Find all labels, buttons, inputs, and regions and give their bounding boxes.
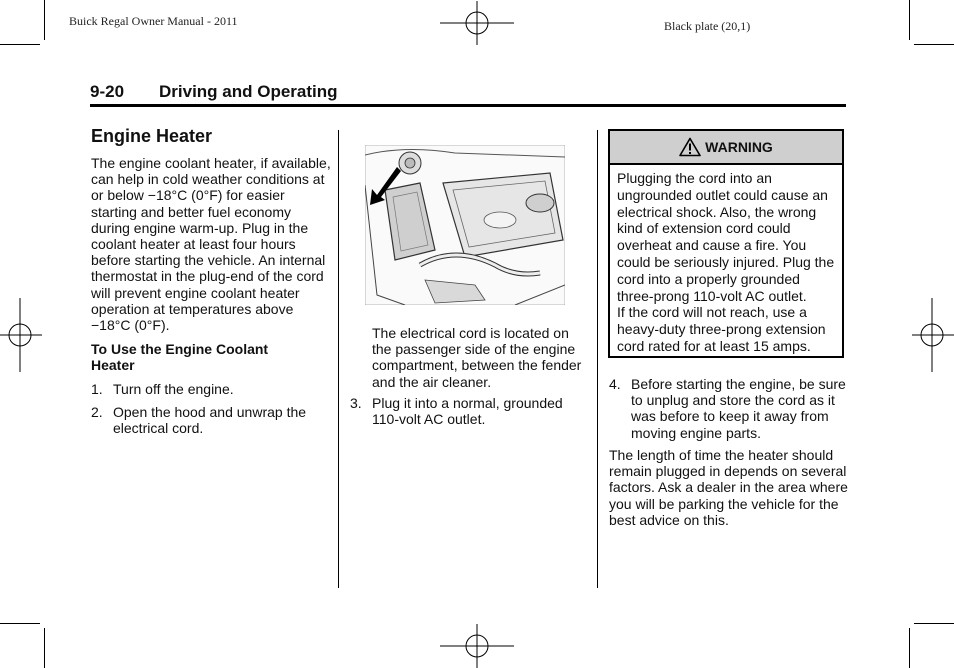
crosshair-registration-icon bbox=[912, 298, 954, 372]
page-title: Engine Heater bbox=[91, 126, 213, 146]
list-item bbox=[350, 395, 586, 427]
crop-mark bbox=[909, 628, 910, 668]
warning-header bbox=[610, 131, 842, 165]
subheading: To Use the Engine Coolant Heater bbox=[91, 341, 269, 373]
crop-mark bbox=[914, 44, 954, 45]
page-number: 9-20 bbox=[90, 82, 125, 101]
list-item bbox=[91, 404, 327, 436]
step-list bbox=[609, 376, 847, 441]
warning-text: Plugging the cord into an ungrounded outlet could cause an electrical shock. Also, the wrong kind of extension cord could overheat and cause a fire. You could be seriously injured. Plug the cord into a properly grounded three-prong 110-volt AC outlet. bbox=[617, 170, 835, 304]
warning-label: WARNING bbox=[705, 139, 773, 155]
engine-compartment-illustration bbox=[365, 145, 565, 305]
list-item bbox=[91, 381, 327, 397]
crosshair-registration-icon bbox=[0, 298, 42, 372]
step-number: 1. bbox=[91, 381, 103, 397]
crop-mark bbox=[44, 0, 45, 40]
plate-info: Black plate (20,1) bbox=[664, 19, 751, 33]
step-text: Before starting the engine, be sure to unplug and store the cord as it was before to keep it away from moving engine parts. bbox=[631, 376, 846, 441]
crop-mark bbox=[44, 628, 45, 668]
warning-body bbox=[610, 165, 842, 355]
crosshair-registration-icon bbox=[440, 1, 514, 45]
crop-mark bbox=[914, 623, 954, 624]
crop-mark bbox=[0, 623, 40, 624]
step-list bbox=[91, 381, 327, 437]
warning-box bbox=[608, 129, 844, 358]
crosshair-registration-icon bbox=[440, 624, 514, 668]
warning-triangle-icon bbox=[679, 137, 701, 157]
step-text: Open the hood and unwrap the electrical cord. bbox=[113, 404, 307, 437]
list-item bbox=[609, 376, 847, 441]
column-divider bbox=[338, 130, 339, 588]
step-number: 2. bbox=[91, 404, 103, 421]
section-header bbox=[90, 80, 846, 107]
crop-mark bbox=[0, 44, 40, 45]
step-text: Turn off the engine. bbox=[113, 381, 234, 397]
column-divider bbox=[597, 130, 598, 588]
section-title: Driving and Operating bbox=[159, 82, 338, 101]
step-number: 3. bbox=[350, 395, 362, 411]
manual-title: Buick Regal Owner Manual - 2011 bbox=[69, 14, 238, 28]
step-number: 4. bbox=[609, 376, 621, 392]
warning-text: If the cord will not reach, use a heavy-duty three-prong extension cord rated for at least 15 amps. bbox=[617, 304, 826, 354]
closing-paragraph: The length of time the heater should remain plugged in depends on several factors. Ask a dealer in the area where you will be parking the vehicle for the best advice on this. bbox=[609, 447, 848, 528]
intro-paragraph: The engine coolant heater, if available, can help in cold weather conditions at or below −18°C (0°F) for easier starting and better fuel economy during engine warm-up. Plug in the coolant heater at least four hours before starting the vehicle. An internal thermostat in the plug-end of the cord will prevent engine coolant heater operation at temperatures above −18°C (0°F). bbox=[91, 155, 331, 334]
step-list bbox=[350, 395, 586, 427]
step-text: Plug it into a normal, grounded 110-volt AC outlet. bbox=[372, 395, 563, 428]
photo-caption: The electrical cord is located on the passenger side of the engine compartment, between the fender and the air cleaner. bbox=[372, 325, 582, 390]
crop-mark bbox=[909, 0, 910, 40]
